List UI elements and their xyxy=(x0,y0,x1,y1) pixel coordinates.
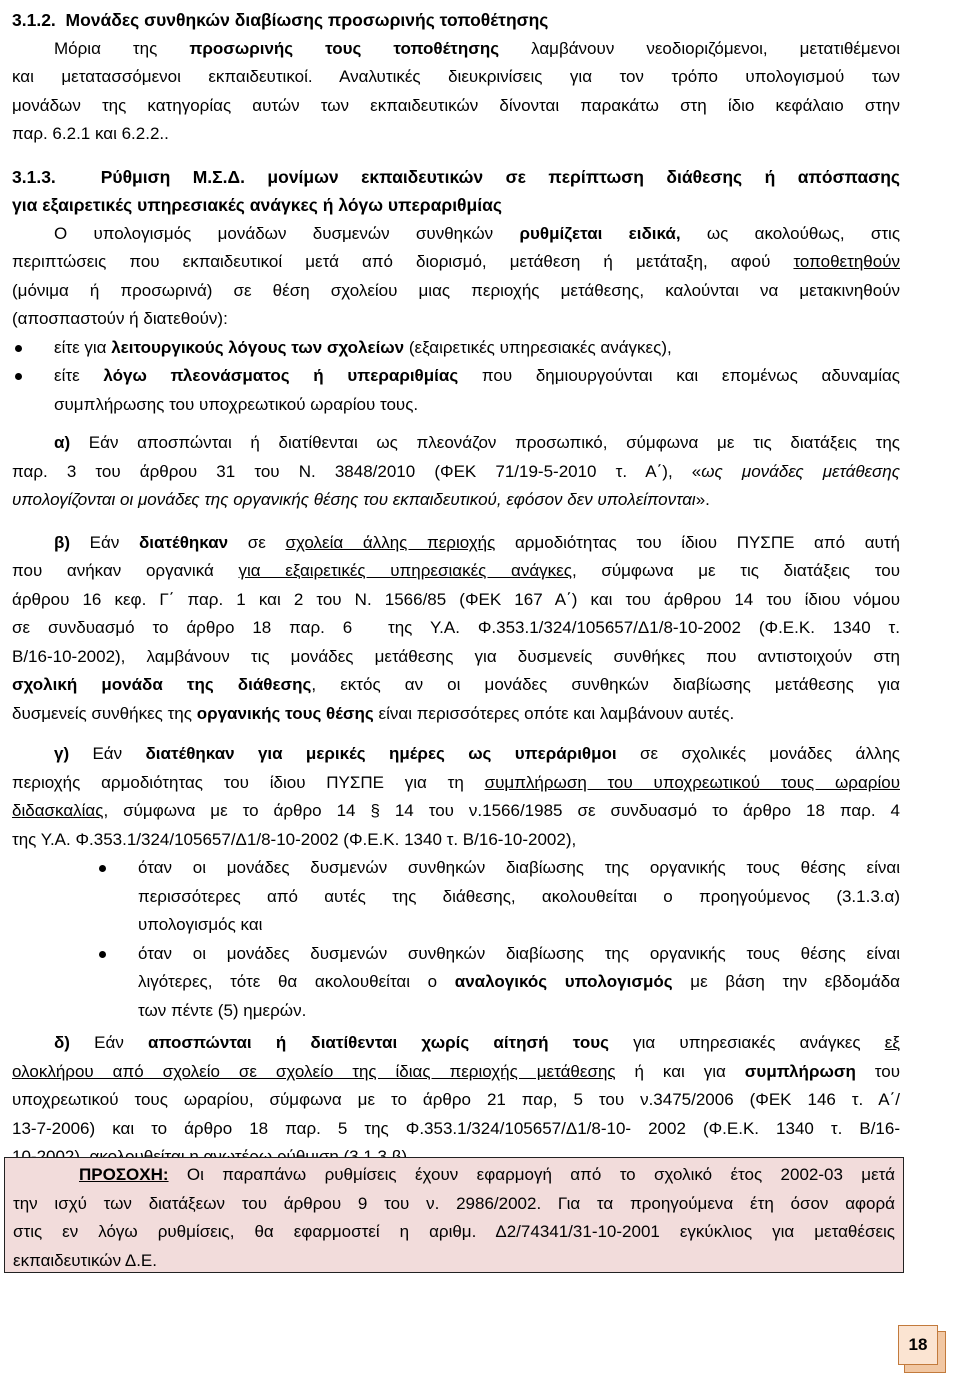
text-run: αρμοδιότητας του ίδιου ΠΥΣΠΕ από αυτή xyxy=(495,532,900,552)
text-run: (εξαιρετικές υπηρεσιακές ανάγκες), xyxy=(404,337,672,357)
text-run: δυσμενείς συνθήκες της xyxy=(12,703,197,723)
page-number-badge xyxy=(898,1325,946,1373)
text-line: περισσότερες από αυτές της διάθεσης, ακολουθείται ο προηγούμενος (3.1.3.α) xyxy=(138,886,900,906)
text-run: τοποθετηθούν xyxy=(793,252,900,271)
text-line xyxy=(12,529,900,558)
text-line: των πέντε (5) ημερών. xyxy=(138,1000,307,1020)
text-run: ρυθμίζεται ειδικά, xyxy=(519,223,681,243)
text-line xyxy=(12,429,900,458)
bullet-icon xyxy=(99,865,106,872)
text-line: 13-7-2006) και το άρθρο 18 παρ. 5 της Φ.353.1/324/105657/Δ1/8-10- 2002 (Φ.Ε.Κ. 1340 τ. Β/16- xyxy=(12,1118,900,1138)
bullet-icon xyxy=(15,373,22,380)
list-item xyxy=(96,854,900,883)
text-run: αναλογικός υπολογισμός xyxy=(454,972,673,991)
text-run: είτε για xyxy=(54,337,112,357)
text-line: (αποσπαστούν ή διατεθούν): xyxy=(12,309,228,328)
text-run: διατέθηκαν xyxy=(138,532,229,552)
text-line: υποχρεωτικού τους ωραρίου, σύμφωνα με το άρθρο 21 παρ, 5 του ν.3475/2006 (ΦΕΚ 146 τ. Α΄/ xyxy=(12,1090,900,1109)
text-run: περιοχής αρμοδιότητας του ίδιου ΠΥΣΠΕ για τη xyxy=(12,772,485,792)
text-run: γ) xyxy=(54,744,70,763)
text-run: που ανήκαν οργανικά xyxy=(12,561,239,580)
text-line: 3.1.3. Ρύθμιση Μ.Σ.Δ. μονίμων εκπαιδευτικών σε περίπτωση διάθεσης ή απόσπασης xyxy=(12,166,900,187)
text-run: Εάν xyxy=(70,532,139,552)
page-number: 18 xyxy=(898,1325,938,1365)
text-line: παρ. 6.2.1 και 6.2.2.. xyxy=(12,124,169,143)
text-run: Εάν xyxy=(69,744,146,763)
bullet-icon xyxy=(99,951,106,958)
text-line xyxy=(12,35,900,64)
text-line: άρθρου 16 κεφ. Γ΄ παρ. 1 και 2 του Ν. 1566/85 (ΦΕΚ 167 Α΄) και του άρθρου 14 του ίδιου νόμου xyxy=(12,589,900,609)
text-run: ως μονάδες μετάθεσης xyxy=(701,461,900,481)
text-line: Β/16-10-2002), λαμβάνουν τις μονάδες μετάθεσης για δυσμενείς συνθήκες που αντιστοιχούν στη xyxy=(12,646,900,666)
text-run: σχολεία άλλης περιοχής xyxy=(285,532,496,552)
text-run: εξ xyxy=(884,1033,900,1052)
text-run: σε σχολικές μονάδες άλλης xyxy=(616,744,900,763)
text-run: Μόρια της xyxy=(54,38,190,58)
text-run: Ο υπολογισμός μονάδων δυσμενών συνθηκών xyxy=(54,223,520,243)
text-line xyxy=(12,486,900,515)
text-line xyxy=(12,557,900,586)
text-line xyxy=(12,1058,900,1087)
text-run: , εκτός αν οι μονάδες συνθηκών διαβίωσης μετάθεσης για xyxy=(311,675,900,694)
text-run: λόγω πλεονάσματος ή υπεραριθμίας xyxy=(103,366,459,385)
text-run: ή και για xyxy=(615,1061,745,1081)
text-run: προσωρινής τους τοποθέτησης xyxy=(189,38,500,58)
paragraph-calculation xyxy=(12,220,900,334)
text-run: λειτουργικούς λόγους των σχολείων xyxy=(111,337,405,357)
text-run: όταν οι μονάδες δυσμενών συνθηκών διαβίωσης της οργανικής τους θέσης είναι xyxy=(138,943,900,963)
text-line: στις εν λόγω ρυθμίσεις, θα εφαρμοστεί η αριθμ. Δ2/74341/31-10-2001 εγκύκλιος για μεταθέσεις xyxy=(13,1222,895,1241)
paragraph-b xyxy=(12,529,900,729)
text-line xyxy=(12,1029,900,1058)
text-line xyxy=(12,248,900,277)
section-heading-3-1-2: 3.1.2. Μονάδες συνθηκών διαβίωσης προσωρινής τοποθέτησης xyxy=(12,10,549,30)
text-run: είναι περισσότερες οπότε και λαμβάνουν αυτές. xyxy=(373,703,735,723)
text-line xyxy=(12,797,900,826)
text-line xyxy=(12,220,900,249)
document-body xyxy=(12,0,900,1172)
text-run: για υπηρεσιακές ανάγκες xyxy=(608,1033,885,1052)
text-run: όταν οι μονάδες δυσμενών συνθηκών διαβίωσης της οργανικής τους θέσης είναι xyxy=(138,858,900,877)
text-run: Εάν αποσπώνται ή διατίθενται ως πλεονάζον προσωπικό, σύμφωνα με τις διατάξεις της xyxy=(70,433,900,452)
bullet-list-reasons xyxy=(12,334,900,420)
text-run: Εάν xyxy=(69,1033,148,1052)
paragraph-intro xyxy=(12,35,900,149)
text-run: που δημιουργούνται και επομένως αδυναμίας xyxy=(458,366,901,385)
text-run: αποσπώνται ή διατίθενται χωρίς αίτησή τους xyxy=(148,1033,609,1052)
text-line xyxy=(12,769,900,798)
text-line xyxy=(13,1161,895,1190)
text-line: μονάδων της κατηγορίας αυτών των εκπαιδευτικών δίνονται παρακάτω στη ίδιο κεφάλαιο στην xyxy=(12,95,900,115)
text-run: συμπλήρωση xyxy=(744,1061,856,1081)
text-run: με βάση την εβδομάδα xyxy=(672,972,900,991)
text-line: για εξαιρετικές υπηρεσιακές ανάγκες ή λόγω υπεραριθμίας xyxy=(12,195,502,215)
text-line xyxy=(12,671,900,700)
text-run: λιγότερες, τότε θα ακολουθείται ο xyxy=(138,972,455,991)
text-line xyxy=(12,700,900,729)
paragraph-d xyxy=(12,1029,900,1172)
text-run: ». xyxy=(695,490,710,509)
text-run: για εξαιρετικές υπηρεσιακές ανάγκες xyxy=(238,561,572,580)
attention-note-box xyxy=(4,1157,904,1273)
text-line xyxy=(96,968,900,997)
bullet-icon xyxy=(15,345,22,352)
text-run: υπολογίζονται οι μονάδες της οργανικής θέσης του εκπαιδευτικού, εφόσον δεν υπολείπονται xyxy=(12,490,696,509)
paragraph-a xyxy=(12,429,900,515)
text-run: ως ακολούθως, στις xyxy=(680,223,901,243)
text-run: λαμβάνουν νεοδιοριζόμενοι, μετατιθέμενοι xyxy=(499,38,900,58)
bullet-list-cases xyxy=(12,854,900,1025)
text-run: , σύμφωνα με τις διατάξεις του xyxy=(571,561,900,580)
text-run: περιπτώσεις που εκπαιδευτικοί μετά από διορισμό, μετάθεση ή μετάταξη, αφού xyxy=(12,252,794,271)
text-run: α) xyxy=(54,433,71,452)
text-run: συμπλήρωση του υποχρεωτικού τους ωραρίου xyxy=(484,772,900,792)
text-line: (μόνιμα ή προσωρινά) σε θέση σχολείου μιας περιοχής μετάθεσης, καλούνται να μετακινηθούν xyxy=(12,280,900,300)
list-item xyxy=(12,362,900,391)
text-line: υπολογισμός και xyxy=(138,915,263,934)
text-line: της Υ.Α. Φ.353.1/324/105657/Δ1/8-10-2002 (Φ.Ε.Κ. 1340 τ. Β/16-10-2002), xyxy=(12,829,577,849)
text-run: διατέθηκαν για μερικές ημέρες ως υπεράριθμοι xyxy=(145,744,617,763)
text-run: του xyxy=(855,1061,900,1081)
text-run: παρ. 3 του άρθρου 31 του Ν. 3848/2010 (ΦΕΚ 71/19-5-2010 τ. Α΄), « xyxy=(12,461,702,481)
text-run: διδασκαλίας xyxy=(12,801,104,820)
text-line: και μετατασσόμενοι εκπαιδευτικοί. Αναλυτικές διευκρινίσεις για τον τρόπο υπολογισμού των xyxy=(12,67,900,86)
text-run: δ) xyxy=(54,1033,70,1052)
text-run: Οι παραπάνω ρυθμίσεις έχουν εφαρμογή από το σχολικό έτος 2002-03 μετά xyxy=(168,1165,895,1184)
paragraph-c xyxy=(12,740,900,854)
text-line: σε συνδυασμό το άρθρο 18 παρ. 6 της Υ.Α. Φ.353.1/324/105657/Δ1/8-10-2002 (Φ.Ε.Κ. 1340 τ. xyxy=(12,618,900,637)
text-run: είτε xyxy=(54,366,104,385)
text-run: , σύμφωνα με το άρθρο 14 § 14 του ν.1566/1985 σε συνδυασμό το άρθρο 18 παρ. 4 xyxy=(103,801,900,820)
list-item xyxy=(12,334,900,363)
text-line: την ισχύ των διατάξεων του άρθρου 9 του ν. 2986/2002. Για τα προηγούμενα έτη όσον αφορά xyxy=(13,1193,895,1213)
text-line: συμπλήρωσης του υποχρεωτικού ωραρίου τους. xyxy=(54,394,419,414)
attention-label: ΠΡΟΣΟΧΗ: xyxy=(79,1165,169,1184)
text-run: σε xyxy=(228,532,286,552)
text-run: β) xyxy=(54,532,71,552)
text-run: σχολική μονάδα της διάθεσης xyxy=(12,675,312,694)
section-heading-3-1-3 xyxy=(12,163,900,220)
list-item xyxy=(96,940,900,969)
text-run: ολοκλήρου από σχολείο σε σχολείο της ίδιας περιοχής μετάθεσης xyxy=(12,1061,616,1081)
text-line xyxy=(12,740,900,769)
text-line xyxy=(12,458,900,487)
text-line: εκπαιδευτικών Δ.Ε. xyxy=(13,1250,157,1270)
text-run: οργανικής τους θέσης xyxy=(196,703,374,723)
